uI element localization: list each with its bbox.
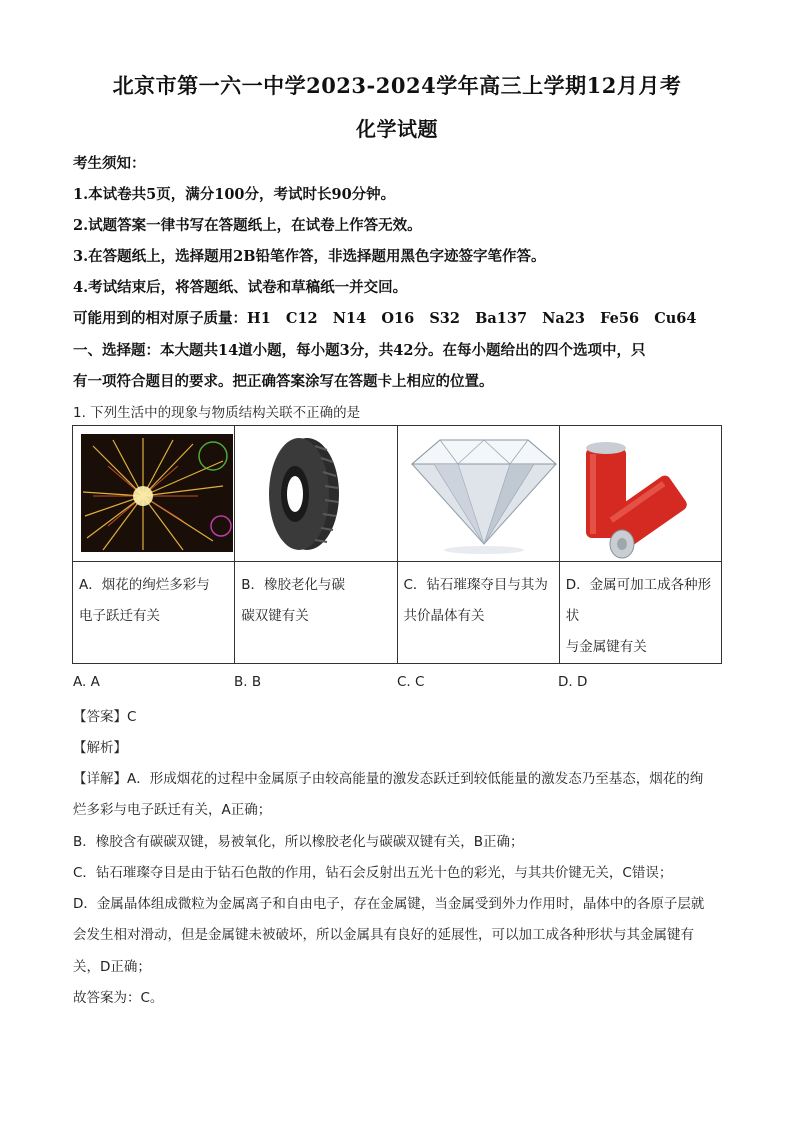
choice-c-line1: C．钻石璀璨夺目与其为 [403, 577, 548, 593]
tire-image [235, 426, 365, 560]
notice-heading: 考生须知： [73, 155, 146, 172]
explanation-line-1: 【详解】A．形成烟花的过程中金属原子由较高能量的激发态跃迁到较低能量的激发态乃至基态，烟花的绚 [73, 771, 704, 787]
notice-item-2: 2.试题答案一律书写在答题纸上，在试卷上作答无效。 [73, 217, 422, 234]
notice-item-4: 4.考试结束后，将答题纸、试卷和草稿纸一并交回。 [73, 279, 408, 296]
explanation-line-5: D．金属晶体组成微粒为金属离子和自由电子，存在金属键，当金属受到外力作用时，晶体中的各原子层就 [73, 896, 705, 912]
diamond-image [398, 426, 570, 560]
section-instructions-line2: 有一项符合题目的要求。把正确答案涂写在答题卡上相应的位置。 [73, 373, 494, 390]
explanation-line-3: B．橡胶含有碳碳双键，易被氧化，所以橡胶老化与碳碳双键有关，B正确； [73, 834, 524, 850]
choice-c-cell [397, 562, 559, 664]
analysis-label: 【解析】 [73, 740, 127, 756]
question-stem: 1. 下列生活中的现象与物质结构关联不正确的是 [73, 405, 361, 421]
option-a[interactable]: A. A [73, 674, 100, 690]
choice-d-line1: D．金属可加工成各种形状 [565, 577, 712, 624]
option-d[interactable]: D. D [558, 674, 588, 690]
explanation-line-6: 会发生相对滑动，但是金属键未被破坏，所以金属具有良好的延展性，可以加工成各种形状与其金属键有 [73, 927, 694, 943]
cell-image-diamond [397, 426, 559, 562]
explanation-line-4: C．钻石璀璨夺目是由于钻石色散的作用，钻石会反射出五光十色的彩光，与其共价键无关，C错误； [73, 865, 673, 881]
choice-b-line2: 碳双键有关 [241, 608, 309, 624]
exam-subtitle: 化学试题 [356, 117, 438, 141]
explanation-line-7: 关，D正确； [73, 959, 151, 975]
notice-item-1: 1.本试卷共5页，满分100分，考试时长90分钟。 [73, 186, 396, 203]
cell-image-tire [235, 426, 397, 562]
choice-c-line2: 共价晶体有关 [403, 608, 485, 624]
choice-d-cell [559, 562, 721, 664]
choice-a-line2: 电子跃迁有关 [79, 608, 160, 624]
atomic-masses: 可能用到的相对原子质量：H1 C12 N14 O16 S32 Ba137 Na23 Fe56 Cu64 [73, 310, 697, 327]
question-table [72, 425, 722, 664]
answer-label: 【答案】C [73, 709, 137, 725]
choice-b-line1: B．橡胶老化与碳 [241, 577, 346, 593]
choice-a-line1: A．烟花的绚烂多彩与 [79, 577, 210, 593]
option-b[interactable]: B. B [234, 674, 262, 690]
section-instructions-line1: 一、选择题：本大题共14道小题，每小题3分，共42分。在每小题给出的四个选项中，只 [73, 342, 646, 359]
choice-d-line2: 与金属键有关 [565, 639, 647, 655]
soda-cans-image [560, 426, 740, 560]
fireworks-image [73, 426, 233, 560]
choice-a-cell [73, 562, 235, 664]
exam-title: 北京市第一六一中学2023-2024学年高三上学期12月月考 [112, 73, 682, 98]
notice-item-3: 3.在答题纸上，选择题用2B铅笔作答，非选择题用黑色字迹签字笔作答。 [73, 248, 546, 265]
explanation-line-2: 烂多彩与电子跃迁有关，A正确； [73, 802, 272, 818]
cell-image-fireworks [73, 426, 235, 562]
explanation-conclusion: 故答案为：C。 [73, 990, 164, 1006]
option-c[interactable]: C. C [397, 674, 425, 690]
choice-b-cell [235, 562, 397, 664]
cell-image-soda-cans [559, 426, 721, 562]
